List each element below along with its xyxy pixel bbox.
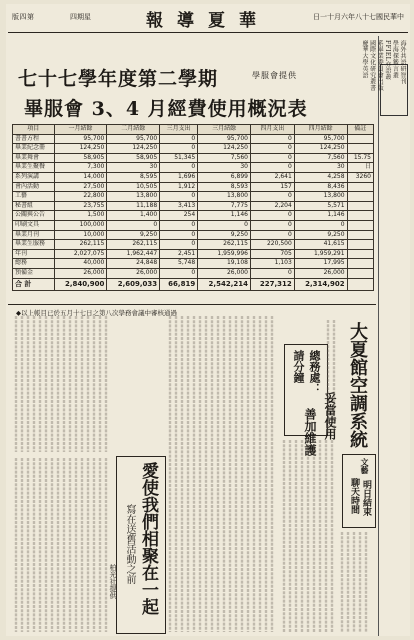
table-cell: 27,500 (54, 182, 107, 192)
table-cell: 系列演講 (13, 172, 55, 182)
table-cell: 157 (250, 182, 294, 192)
table-cell: 13,800 (198, 192, 251, 202)
table-cell: 13,800 (294, 192, 347, 202)
table-cell: 10,000 (54, 230, 107, 240)
table-cell: 0 (160, 240, 198, 250)
table-cell: 15.75 (347, 153, 373, 163)
right-column-line: 慶華大學英語 (361, 40, 369, 79)
table-total-cell: 2,840,900 (54, 278, 107, 290)
table-cell: 9,250 (198, 230, 251, 240)
headline-provider: 學服會提供 (252, 71, 297, 80)
table-cell: 41,615 (294, 240, 347, 250)
table-cell: 0 (160, 163, 198, 173)
table-cell: 1,146 (294, 211, 347, 221)
table-cell: 6,899 (198, 172, 251, 182)
table-cell: 2,451 (160, 249, 198, 259)
table-cell: 58,905 (54, 153, 107, 163)
table-total-cell: 66,819 (160, 278, 198, 290)
table-total-cell: 2,609,033 (107, 278, 160, 290)
headline-line2: 畢服會 3、4 月經費使用概況表 (24, 98, 308, 120)
side-article-head: 文藝 (360, 458, 370, 474)
table-cell: 畢業舞會 (13, 153, 55, 163)
table-cell: 95,700 (294, 134, 347, 144)
masthead-issue: 版四第 (12, 13, 35, 21)
table-cell: 7,300 (54, 163, 107, 173)
main-article-subtitle-a: 總務處： (308, 350, 321, 394)
table-cell: 0 (107, 220, 160, 230)
table-cell: 年刊 (13, 249, 55, 259)
table-cell: 7,560 (294, 153, 347, 163)
table-cell: 0 (160, 230, 198, 240)
table-cell: 40,000 (54, 259, 107, 269)
table-cell: 262,115 (198, 240, 251, 250)
table-cell: 58,905 (107, 153, 160, 163)
table-header: 四月結餘 (294, 125, 347, 135)
table-cell: 705 (250, 249, 294, 259)
table-cell: 0 (250, 268, 294, 278)
table-cell: 8,595 (107, 172, 160, 182)
table-cell: 9,250 (294, 230, 347, 240)
table-cell: 0 (250, 144, 294, 154)
table-cell: 0 (250, 192, 294, 202)
table-cell: 19,108 (198, 259, 251, 269)
table-cell: 總務 (13, 259, 55, 269)
table-total-cell: 合 計 (13, 278, 55, 290)
table-header: 三月結餘 (198, 125, 251, 135)
table-cell: 1,103 (250, 259, 294, 269)
table-cell: 26,000 (198, 268, 251, 278)
table-cell: 0 (160, 268, 198, 278)
right-column-line: FFIEL亦語叢 (383, 40, 391, 81)
table-cell: 22,800 (54, 192, 107, 202)
table-cell: 11,188 (107, 201, 160, 211)
right-column-line: 海外共語研智刊 (399, 40, 406, 85)
table-cell: 95,700 (54, 134, 107, 144)
masthead-page: 四期星 (70, 13, 91, 21)
table-cell: 5,571 (294, 201, 347, 211)
side-article-dept: 聊天時間 (349, 478, 359, 514)
table-cell: 1,962,447 (107, 249, 160, 259)
table-cell: 2,641 (250, 172, 294, 182)
table-cell: 95,700 (107, 134, 160, 144)
table-cell: 3,413 (160, 201, 198, 211)
table-cell: 95,700 (198, 134, 251, 144)
table-cell: 124,250 (294, 144, 347, 154)
table-cell: 畢業紀念冊 (13, 144, 55, 154)
table-cell: 262,115 (54, 240, 107, 250)
table-cell: 畢業月刊 (13, 230, 55, 240)
table-cell: 0 (250, 211, 294, 221)
table-cell: 5,748 (160, 259, 198, 269)
table-cell: 1,400 (107, 211, 160, 221)
table-cell: 印刷文具 (13, 220, 55, 230)
table-cell: 26,000 (294, 268, 347, 278)
right-column-line: 國際文化研究叢書 (368, 40, 376, 92)
table-cell: 畢業生服務 (13, 240, 55, 250)
love-article-subtitle: 寫在送舊活動之前 (124, 504, 135, 584)
table-cell: 4,258 (294, 172, 347, 182)
table-cell: 日 (347, 163, 373, 173)
table-cell: 26,000 (107, 268, 160, 278)
right-column-line: 學海探鑑言叢 (391, 40, 399, 79)
table-cell: 26,000 (54, 268, 107, 278)
table-cell: 2,027,075 (54, 249, 107, 259)
table-cell: 1,146 (198, 211, 251, 221)
table-cell: 3260 (347, 172, 373, 182)
table-cell: 1,500 (54, 211, 107, 221)
table-cell: 7,560 (198, 153, 251, 163)
right-column-line: 系畢業委員會出版 (376, 40, 384, 92)
love-article-byline: 柏光社提供 (109, 564, 117, 599)
table-cell: 預備金 (13, 268, 55, 278)
headline-line1: 七十七學年度第二學期 (18, 68, 219, 90)
table-cell: 工藝 (13, 192, 55, 202)
masthead-title: 報導夏華 (146, 11, 270, 31)
table-cell: 0 (250, 153, 294, 163)
table-cell: 1,959,291 (294, 249, 347, 259)
table-cell: 9,250 (107, 230, 160, 240)
table-header: 項目 (13, 125, 55, 135)
table-cell: 254 (160, 211, 198, 221)
table-cell: 會內活動 (13, 182, 55, 192)
table-cell: 51,345 (160, 153, 198, 163)
table-cell: 2,204 (250, 201, 294, 211)
table-cell: 0 (160, 220, 198, 230)
table-cell: 1,912 (160, 182, 198, 192)
table-cell: 7,775 (198, 201, 251, 211)
table-cell: 24,848 (107, 259, 160, 269)
table-cell: 220,500 (250, 240, 294, 250)
main-article-subtitle-b: 妥當使用 (323, 392, 337, 440)
table-cell: 8,593 (198, 182, 251, 192)
table-cell: 0 (294, 220, 347, 230)
table-header: 一月結餘 (54, 125, 107, 135)
table-cell: 畢業生聚餐 (13, 163, 55, 173)
table-cell: 124,250 (198, 144, 251, 154)
table-cell: 13,800 (107, 192, 160, 202)
table-total-cell: 227,312 (250, 278, 294, 290)
love-article-title: 愛使我們相聚在一起 (138, 462, 158, 615)
table-cell: 書書方程 (13, 134, 55, 144)
table-cell: 30 (107, 163, 160, 173)
table-cell: 0 (160, 144, 198, 154)
table-cell: 1,959,996 (198, 249, 251, 259)
table-cell: 8,436 (294, 182, 347, 192)
table-header: 二月結餘 (107, 125, 160, 135)
table-cell: 23,755 (54, 201, 107, 211)
side-article-title: 明日結束 (361, 480, 371, 516)
table-cell: 17,995 (294, 259, 347, 269)
table-cell: 124,250 (107, 144, 160, 154)
newspaper-page (6, 4, 410, 636)
table-header: 備註 (347, 125, 373, 135)
main-article-subtitle-c: 請分鐘 (292, 350, 305, 383)
table-cell: 公關與公告 (13, 211, 55, 221)
table-cell: 秘書組 (13, 201, 55, 211)
main-article-subtitle-d: 善加維護 (303, 408, 317, 456)
masthead-date: 日一十月六年八十七國民華中 (313, 13, 404, 21)
table-header: 三月支出 (160, 125, 198, 135)
main-article-title: 大夏館空調系統 (347, 322, 368, 448)
table-cell: 14,000 (54, 172, 107, 182)
table-cell: 0 (250, 163, 294, 173)
table-footnote: ◆以上帳目已於五月十七日之第八次學務會議中審核通過 (16, 309, 177, 317)
table-cell: 124,250 (54, 144, 107, 154)
table-total-cell: 2,542,214 (198, 278, 251, 290)
table-cell: 0 (198, 220, 251, 230)
table-total-cell: 2,314,902 (294, 278, 347, 290)
table-cell: 0 (250, 220, 294, 230)
table-cell: 0 (160, 192, 198, 202)
table-cell: 10,505 (107, 182, 160, 192)
table-cell: 30 (294, 163, 347, 173)
table-header: 四月支出 (250, 125, 294, 135)
table-cell: 0 (250, 134, 294, 144)
body-text-texture (6, 4, 410, 636)
table-cell: 262,115 (107, 240, 160, 250)
table-cell: 0 (160, 134, 198, 144)
table-cell: 1,696 (160, 172, 198, 182)
table-cell: 100,000 (54, 220, 107, 230)
table-cell: 0 (250, 230, 294, 240)
table-cell: 30 (198, 163, 251, 173)
